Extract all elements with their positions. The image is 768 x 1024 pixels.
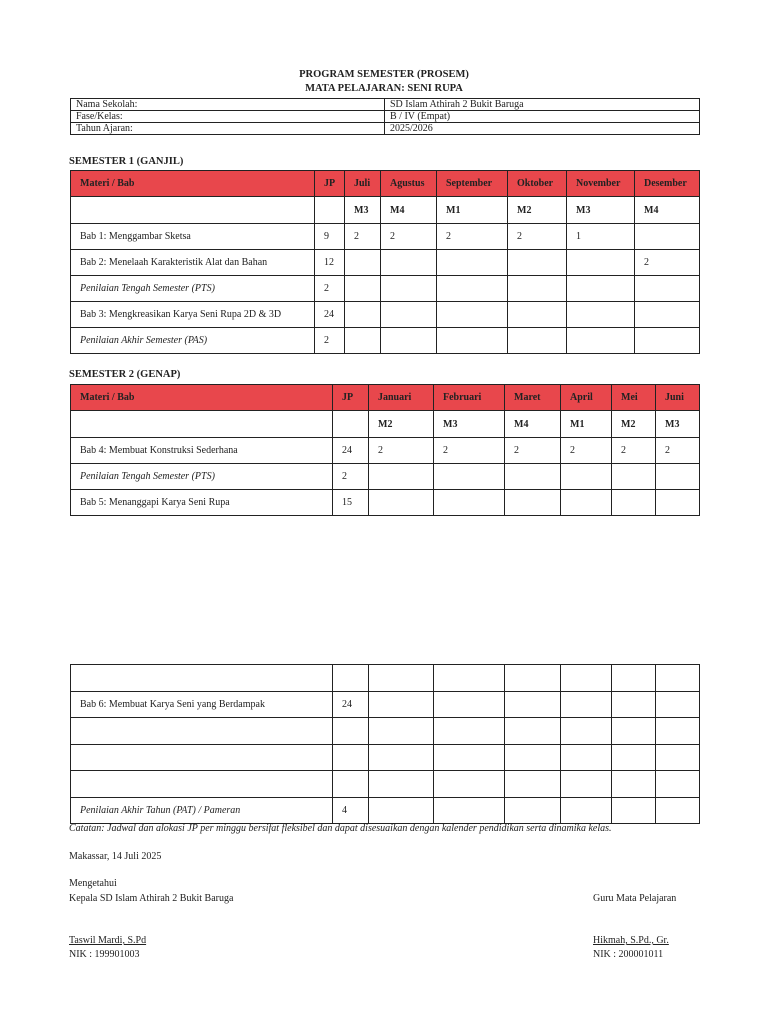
- school-info-table: [70, 98, 700, 135]
- materi-cell: Penilaian Akhir Tahun (PAT) / Pameran: [71, 797, 333, 824]
- jp-cell: [333, 665, 369, 692]
- week-row: [71, 411, 700, 438]
- document-title: PROGRAM SEMESTER (PROSEM): [299, 69, 469, 80]
- allocation-cell: [505, 464, 561, 490]
- jp-cell: 24: [333, 438, 369, 464]
- week-cell: M3: [434, 411, 505, 438]
- materi-cell: Bab 4: Membuat Konstruksi Sederhana: [71, 438, 333, 464]
- acknowledge-label: Mengetahui: [69, 878, 117, 889]
- allocation-cell: [656, 665, 700, 692]
- allocation-cell: [612, 744, 656, 771]
- table-row: [71, 328, 700, 354]
- teacher-name: Hikmah, S.Pd., Gr.: [593, 935, 669, 946]
- materi-cell: Bab 2: Menelaah Karakteristik Alat dan Bahan: [71, 250, 315, 276]
- allocation-cell: [561, 718, 612, 745]
- header-month: Desember: [635, 171, 700, 197]
- allocation-cell: [561, 490, 612, 516]
- allocation-cell: [434, 464, 505, 490]
- table-row: [71, 797, 700, 824]
- info-value: 2025/2026: [385, 123, 700, 135]
- header-materi: Materi / Bab: [71, 385, 333, 411]
- allocation-cell: 2: [508, 224, 567, 250]
- allocation-cell: [434, 691, 505, 718]
- allocation-cell: [656, 718, 700, 745]
- allocation-cell: [434, 490, 505, 516]
- allocation-cell: [505, 771, 561, 798]
- table-row: [71, 464, 700, 490]
- allocation-cell: [505, 744, 561, 771]
- info-label: Tahun Ajaran:: [71, 123, 385, 135]
- week-cell: [315, 197, 345, 224]
- principal-nik: NIK : 199901003: [69, 949, 140, 960]
- allocation-cell: [561, 464, 612, 490]
- allocation-cell: [437, 328, 508, 354]
- allocation-cell: [345, 328, 381, 354]
- table-row: [71, 665, 700, 692]
- jp-cell: [333, 771, 369, 798]
- header-month: Juni: [656, 385, 700, 411]
- materi-cell: Penilaian Tengah Semester (PTS): [71, 276, 315, 302]
- jp-cell: [333, 718, 369, 745]
- header-month: November: [567, 171, 635, 197]
- allocation-cell: 2: [561, 438, 612, 464]
- jp-cell: 2: [315, 276, 345, 302]
- allocation-cell: [612, 464, 656, 490]
- allocation-cell: [561, 665, 612, 692]
- place-date: Makassar, 14 Juli 2025: [69, 851, 162, 862]
- header-jp: JP: [315, 171, 345, 197]
- header-month: Juli: [345, 171, 381, 197]
- week-cell: M4: [635, 197, 700, 224]
- allocation-cell: [505, 691, 561, 718]
- semester1-heading: SEMESTER 1 (GANJIL): [69, 156, 184, 167]
- table-row: [71, 771, 700, 798]
- allocation-cell: [508, 276, 567, 302]
- materi-cell: Bab 6: Membuat Karya Seni yang Berdampak: [71, 691, 333, 718]
- table-row: [71, 276, 700, 302]
- allocation-cell: [345, 276, 381, 302]
- jp-cell: 2: [315, 328, 345, 354]
- week-cell: [71, 411, 333, 438]
- allocation-cell: [656, 464, 700, 490]
- allocation-cell: [505, 718, 561, 745]
- materi-cell: [71, 744, 333, 771]
- allocation-cell: [505, 797, 561, 824]
- table-row: [71, 302, 700, 328]
- semester2-table-continued: [70, 664, 700, 824]
- allocation-cell: [381, 302, 437, 328]
- jp-cell: 12: [315, 250, 345, 276]
- allocation-cell: 2: [369, 438, 434, 464]
- week-cell: M4: [505, 411, 561, 438]
- materi-cell: Penilaian Tengah Semester (PTS): [71, 464, 333, 490]
- week-cell: M2: [508, 197, 567, 224]
- week-cell: [333, 411, 369, 438]
- allocation-cell: 2: [656, 438, 700, 464]
- allocation-cell: [561, 691, 612, 718]
- table-row: [71, 691, 700, 718]
- document-subtitle: MATA PELAJARAN: SENI RUPA: [305, 83, 463, 94]
- header-month: Februari: [434, 385, 505, 411]
- allocation-cell: [567, 276, 635, 302]
- header-month: Oktober: [508, 171, 567, 197]
- header-month: September: [437, 171, 508, 197]
- allocation-cell: [505, 490, 561, 516]
- materi-cell: Bab 5: Menanggapi Karya Seni Rupa: [71, 490, 333, 516]
- allocation-cell: [561, 771, 612, 798]
- materi-cell: Bab 3: Mengkreasikan Karya Seni Rupa 2D & 3D: [71, 302, 315, 328]
- allocation-cell: [567, 328, 635, 354]
- info-row: [71, 99, 700, 111]
- allocation-cell: [635, 224, 700, 250]
- table-row: [71, 250, 700, 276]
- header-month: Mei: [612, 385, 656, 411]
- jp-cell: 15: [333, 490, 369, 516]
- materi-cell: [71, 771, 333, 798]
- allocation-cell: [369, 464, 434, 490]
- week-cell: M1: [561, 411, 612, 438]
- materi-cell: Penilaian Akhir Semester (PAS): [71, 328, 315, 354]
- allocation-cell: 2: [437, 224, 508, 250]
- jp-cell: 24: [315, 302, 345, 328]
- allocation-cell: [381, 276, 437, 302]
- info-row: [71, 111, 700, 123]
- materi-cell: [71, 718, 333, 745]
- header-month: Maret: [505, 385, 561, 411]
- allocation-cell: 2: [505, 438, 561, 464]
- info-label: Nama Sekolah:: [71, 99, 385, 111]
- semester1-table: [70, 170, 700, 354]
- principal-role: Kepala SD Islam Athirah 2 Bukit Baruga: [69, 893, 234, 904]
- allocation-cell: 2: [381, 224, 437, 250]
- allocation-cell: [508, 302, 567, 328]
- table-row: [71, 224, 700, 250]
- materi-cell: [71, 665, 333, 692]
- allocation-cell: 2: [434, 438, 505, 464]
- teacher-role: Guru Mata Pelajaran: [593, 893, 677, 904]
- allocation-cell: [612, 490, 656, 516]
- allocation-cell: [369, 490, 434, 516]
- allocation-cell: [381, 328, 437, 354]
- allocation-cell: [369, 691, 434, 718]
- week-cell: M4: [381, 197, 437, 224]
- allocation-cell: [434, 744, 505, 771]
- allocation-cell: [369, 665, 434, 692]
- week-cell: M3: [656, 411, 700, 438]
- info-row: [71, 123, 700, 135]
- allocation-cell: [656, 797, 700, 824]
- allocation-cell: [561, 744, 612, 771]
- teacher-nik: NIK : 200001011: [593, 949, 664, 960]
- semester2-table: [70, 384, 700, 516]
- allocation-cell: [508, 328, 567, 354]
- allocation-cell: [567, 302, 635, 328]
- allocation-cell: [561, 797, 612, 824]
- allocation-cell: [381, 250, 437, 276]
- allocation-cell: [612, 718, 656, 745]
- info-value: B / IV (Empat): [385, 111, 700, 123]
- allocation-cell: [656, 771, 700, 798]
- allocation-cell: [656, 744, 700, 771]
- header-month: Agustus: [381, 171, 437, 197]
- allocation-cell: [345, 250, 381, 276]
- allocation-cell: 2: [612, 438, 656, 464]
- header-month: April: [561, 385, 612, 411]
- allocation-cell: [345, 302, 381, 328]
- allocation-cell: [369, 718, 434, 745]
- allocation-cell: [437, 250, 508, 276]
- semester2-heading: SEMESTER 2 (GENAP): [69, 369, 181, 380]
- header-materi: Materi / Bab: [71, 171, 315, 197]
- allocation-cell: [612, 691, 656, 718]
- info-label: Fase/Kelas:: [71, 111, 385, 123]
- info-value: SD Islam Athirah 2 Bukit Baruga: [385, 99, 700, 111]
- materi-cell: Bab 1: Menggambar Sketsa: [71, 224, 315, 250]
- allocation-cell: [434, 665, 505, 692]
- allocation-cell: [505, 665, 561, 692]
- week-cell: M1: [437, 197, 508, 224]
- jp-cell: [333, 744, 369, 771]
- week-row: [71, 197, 700, 224]
- week-cell: M3: [567, 197, 635, 224]
- allocation-cell: [437, 302, 508, 328]
- table-row: [71, 744, 700, 771]
- allocation-cell: [437, 276, 508, 302]
- allocation-cell: [635, 328, 700, 354]
- jp-cell: 24: [333, 691, 369, 718]
- header-month: Januari: [369, 385, 434, 411]
- allocation-cell: [656, 691, 700, 718]
- table-row: [71, 438, 700, 464]
- jp-cell: 4: [333, 797, 369, 824]
- jp-cell: 2: [333, 464, 369, 490]
- week-cell: M3: [345, 197, 381, 224]
- jp-cell: 9: [315, 224, 345, 250]
- week-cell: M2: [612, 411, 656, 438]
- allocation-cell: [612, 771, 656, 798]
- allocation-cell: [656, 490, 700, 516]
- allocation-cell: [567, 250, 635, 276]
- allocation-cell: [434, 771, 505, 798]
- allocation-cell: 2: [345, 224, 381, 250]
- week-cell: M2: [369, 411, 434, 438]
- allocation-cell: [369, 744, 434, 771]
- table-row: [71, 490, 700, 516]
- allocation-cell: [612, 665, 656, 692]
- allocation-cell: [612, 797, 656, 824]
- allocation-cell: [635, 302, 700, 328]
- allocation-cell: [369, 797, 434, 824]
- allocation-cell: [434, 718, 505, 745]
- allocation-cell: [369, 771, 434, 798]
- allocation-cell: [434, 797, 505, 824]
- table-row: [71, 718, 700, 745]
- note-text: Catatan: Jadwal dan alokasi JP per minggu bersifat fleksibel dan dapat disesuaikan dengan kalender pendidikan serta dinamika kelas.: [69, 823, 612, 834]
- principal-name: Taswil Mardi, S.Pd: [69, 935, 147, 946]
- allocation-cell: 2: [635, 250, 700, 276]
- allocation-cell: [508, 250, 567, 276]
- allocation-cell: 1: [567, 224, 635, 250]
- week-cell: [71, 197, 315, 224]
- allocation-cell: [635, 276, 700, 302]
- header-jp: JP: [333, 385, 369, 411]
